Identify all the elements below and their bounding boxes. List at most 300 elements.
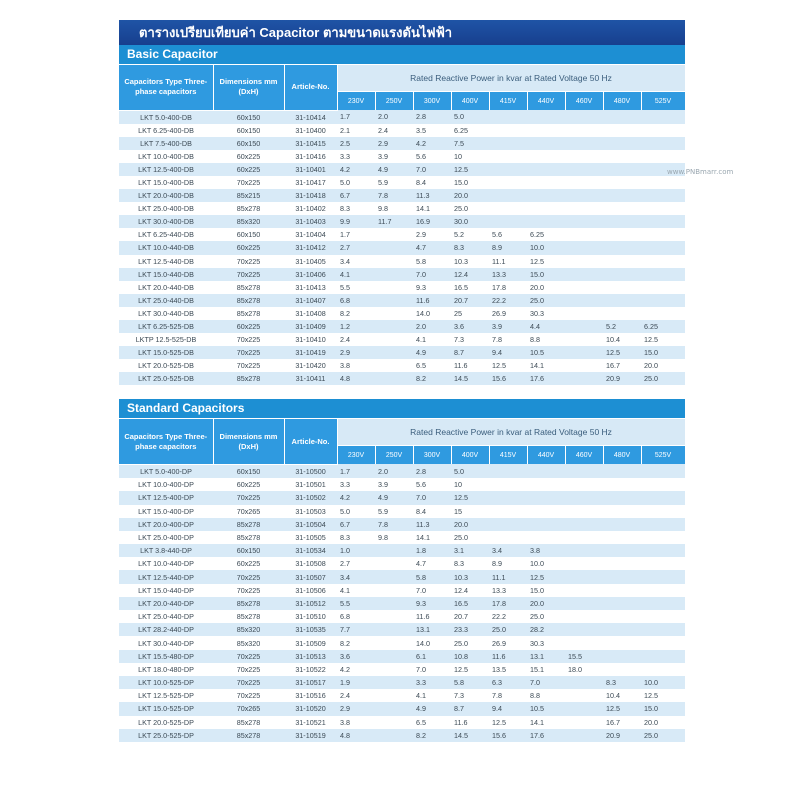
cell-kvar: 26.9 [489, 636, 527, 649]
cell-dimensions: 70x225 [213, 333, 284, 346]
cell-article: 31-10520 [284, 702, 337, 715]
cell-dimensions: 85x320 [213, 636, 284, 649]
cell-kvar: 12.5 [603, 346, 641, 359]
cell-article: 31-10413 [284, 281, 337, 294]
cell-kvar: 7.7 [337, 623, 375, 636]
cell-kvar [603, 281, 641, 294]
cell-kvar [375, 610, 413, 623]
standard-section-title: Standard Capacitors [119, 399, 685, 419]
cell-kvar [375, 333, 413, 346]
cell-kvar: 5.0 [451, 110, 489, 124]
cell-kvar: 13.3 [489, 584, 527, 597]
cell-kvar: 4.8 [337, 729, 375, 742]
table-row [119, 333, 685, 346]
table-row [119, 729, 685, 742]
cell-kvar: 5.0 [337, 505, 375, 518]
cell-kvar [489, 176, 527, 189]
cell-kvar [603, 636, 641, 649]
cell-kvar: 7.3 [451, 333, 489, 346]
header-voltage: 460V [565, 446, 603, 465]
cell-kvar [565, 491, 603, 504]
cell-kvar [603, 531, 641, 544]
cell-dimensions: 60x150 [213, 228, 284, 241]
cell-type: LKT 12.5-440-DB [119, 255, 213, 268]
cell-kvar [565, 729, 603, 742]
cell-kvar [641, 307, 685, 320]
cell-kvar: 5.5 [337, 281, 375, 294]
cell-kvar: 15.5 [565, 650, 603, 663]
cell-kvar [565, 597, 603, 610]
table-row [119, 518, 685, 531]
cell-kvar [375, 557, 413, 570]
cell-kvar [565, 346, 603, 359]
cell-kvar [375, 544, 413, 557]
cell-kvar: 3.4 [489, 544, 527, 557]
cell-type: LKT 12.5-400-DB [119, 163, 213, 176]
header-voltage: 415V [489, 92, 527, 111]
cell-kvar: 22.2 [489, 610, 527, 623]
cell-type: LKT 7.5-400-DB [119, 137, 213, 150]
cell-kvar: 12.5 [641, 689, 685, 702]
cell-kvar [375, 663, 413, 676]
cell-type: LKT 20.0-525-DP [119, 716, 213, 729]
cell-dimensions: 85x278 [213, 610, 284, 623]
cell-kvar: 2.9 [375, 137, 413, 150]
cell-kvar [565, 255, 603, 268]
cell-kvar: 12.5 [489, 359, 527, 372]
cell-kvar [375, 729, 413, 742]
table-row [119, 464, 685, 478]
cell-kvar: 15.0 [527, 268, 565, 281]
cell-kvar [527, 531, 565, 544]
cell-kvar [565, 150, 603, 163]
header-type: Capacitors Type Three-phase capacitors [119, 65, 213, 110]
table-row [119, 163, 685, 176]
cell-kvar: 10.0 [527, 557, 565, 570]
cell-kvar: 5.6 [489, 228, 527, 241]
cell-kvar [527, 176, 565, 189]
cell-kvar [603, 294, 641, 307]
cell-kvar: 17.6 [527, 372, 565, 385]
cell-kvar [527, 518, 565, 531]
cell-kvar: 22.2 [489, 294, 527, 307]
cell-kvar [603, 505, 641, 518]
cell-kvar: 20.0 [641, 359, 685, 372]
cell-type: LKT 15.0-440-DB [119, 268, 213, 281]
cell-kvar [375, 636, 413, 649]
cell-dimensions: 70x225 [213, 650, 284, 663]
cell-kvar [603, 215, 641, 228]
cell-kvar [641, 557, 685, 570]
cell-article: 31-10418 [284, 189, 337, 202]
cell-kvar: 7.0 [413, 584, 451, 597]
table-row [119, 255, 685, 268]
cell-kvar: 4.7 [413, 241, 451, 254]
cell-kvar: 3.5 [413, 124, 451, 137]
cell-kvar: 25.0 [451, 636, 489, 649]
cell-kvar [603, 623, 641, 636]
cell-kvar: 20.0 [527, 281, 565, 294]
cell-kvar: 8.8 [527, 689, 565, 702]
cell-kvar: 5.0 [451, 464, 489, 478]
cell-kvar [489, 531, 527, 544]
cell-type: LKT 25.0-525-DB [119, 372, 213, 385]
cell-type: LKT 10.0-400-DB [119, 150, 213, 163]
cell-kvar: 25 [451, 307, 489, 320]
comparison-document [119, 20, 734, 742]
table-row [119, 716, 685, 729]
cell-kvar: 25.0 [527, 610, 565, 623]
cell-kvar: 20.7 [451, 610, 489, 623]
cell-kvar: 16.5 [451, 281, 489, 294]
cell-kvar [603, 137, 641, 150]
cell-kvar: 16.9 [413, 215, 451, 228]
cell-kvar: 20.0 [641, 716, 685, 729]
cell-kvar [603, 150, 641, 163]
cell-kvar: 10.3 [451, 570, 489, 583]
header-rated-power: Rated Reactive Power in kvar at Rated Voltage 50 Hz [337, 65, 685, 92]
cell-kvar: 9.4 [489, 346, 527, 359]
cell-kvar: 7.0 [413, 491, 451, 504]
cell-kvar: 6.5 [413, 359, 451, 372]
cell-kvar: 4.9 [413, 346, 451, 359]
cell-kvar: 2.0 [375, 464, 413, 478]
cell-type: LKT 25.0-525-DP [119, 729, 213, 742]
cell-article: 31-10404 [284, 228, 337, 241]
cell-article: 31-10419 [284, 346, 337, 359]
cell-article: 31-10410 [284, 333, 337, 346]
cell-article: 31-10408 [284, 307, 337, 320]
cell-kvar [603, 597, 641, 610]
cell-kvar: 9.8 [375, 531, 413, 544]
cell-kvar: 15.1 [527, 663, 565, 676]
table-row [119, 531, 685, 544]
cell-kvar: 12.5 [451, 163, 489, 176]
table-row [119, 636, 685, 649]
cell-kvar [489, 189, 527, 202]
table-row [119, 676, 685, 689]
cell-type: LKT 10.0-440-DP [119, 557, 213, 570]
cell-kvar: 23.3 [451, 623, 489, 636]
table-row [119, 110, 685, 124]
cell-kvar: 11.3 [413, 518, 451, 531]
cell-kvar: 11.3 [413, 189, 451, 202]
cell-kvar: 1.9 [337, 676, 375, 689]
cell-dimensions: 85x320 [213, 623, 284, 636]
cell-article: 31-10420 [284, 359, 337, 372]
cell-kvar: 11.6 [413, 294, 451, 307]
cell-kvar [375, 597, 413, 610]
cell-kvar: 11.6 [413, 610, 451, 623]
cell-kvar: 15.0 [641, 346, 685, 359]
cell-type: LKT 5.0-400-DB [119, 110, 213, 124]
cell-kvar: 10 [451, 478, 489, 491]
cell-kvar: 11.6 [451, 359, 489, 372]
cell-article: 31-10503 [284, 505, 337, 518]
cell-dimensions: 70x225 [213, 676, 284, 689]
cell-kvar [527, 491, 565, 504]
cell-kvar: 13.3 [489, 268, 527, 281]
cell-article: 31-10507 [284, 570, 337, 583]
cell-type: LKT 6.25-525-DB [119, 320, 213, 333]
cell-article: 31-10510 [284, 610, 337, 623]
cell-article: 31-10406 [284, 268, 337, 281]
cell-kvar [527, 124, 565, 137]
cell-kvar: 25.0 [641, 729, 685, 742]
cell-kvar [489, 518, 527, 531]
cell-kvar [565, 281, 603, 294]
table-row [119, 557, 685, 570]
cell-kvar: 8.3 [451, 557, 489, 570]
cell-article: 31-10512 [284, 597, 337, 610]
cell-kvar: 9.3 [413, 281, 451, 294]
cell-kvar: 12.5 [641, 333, 685, 346]
table-row [119, 268, 685, 281]
cell-kvar: 12.5 [451, 491, 489, 504]
cell-kvar: 1.8 [413, 544, 451, 557]
cell-type: LKT 15.5-480-DP [119, 650, 213, 663]
cell-kvar: 14.5 [451, 729, 489, 742]
cell-kvar: 17.8 [489, 281, 527, 294]
cell-kvar [641, 505, 685, 518]
cell-article: 31-10505 [284, 531, 337, 544]
table-row [119, 584, 685, 597]
cell-kvar [489, 124, 527, 137]
cell-kvar [641, 255, 685, 268]
cell-kvar [375, 570, 413, 583]
header-voltage: 525V [641, 92, 685, 111]
cell-dimensions: 85x278 [213, 281, 284, 294]
cell-kvar: 4.2 [337, 163, 375, 176]
cell-kvar [489, 137, 527, 150]
cell-dimensions: 85x278 [213, 518, 284, 531]
cell-article: 31-10409 [284, 320, 337, 333]
cell-kvar: 6.7 [337, 189, 375, 202]
cell-kvar [565, 124, 603, 137]
cell-kvar: 10.4 [603, 689, 641, 702]
basic-section-title: Basic Capacitor [119, 45, 685, 65]
cell-kvar: 5.8 [413, 255, 451, 268]
cell-kvar: 2.1 [337, 124, 375, 137]
cell-kvar: 2.8 [413, 464, 451, 478]
header-voltage: 440V [527, 446, 565, 465]
cell-article: 31-10516 [284, 689, 337, 702]
cell-kvar: 25.0 [451, 531, 489, 544]
cell-kvar: 20.0 [527, 597, 565, 610]
cell-kvar: 9.9 [337, 215, 375, 228]
cell-kvar: 1.7 [337, 464, 375, 478]
cell-article: 31-10412 [284, 241, 337, 254]
cell-type: LKT 25.0-440-DB [119, 294, 213, 307]
cell-kvar: 3.9 [489, 320, 527, 333]
cell-dimensions: 70x265 [213, 505, 284, 518]
cell-article: 31-10501 [284, 478, 337, 491]
cell-kvar: 5.9 [375, 505, 413, 518]
cell-kvar [489, 491, 527, 504]
table-row [119, 650, 685, 663]
cell-kvar: 20.9 [603, 372, 641, 385]
table-row [119, 505, 685, 518]
cell-kvar [527, 110, 565, 124]
table-row [119, 623, 685, 636]
header-article: Article-No. [284, 65, 337, 110]
cell-kvar: 4.9 [413, 702, 451, 715]
cell-article: 31-10535 [284, 623, 337, 636]
cell-kvar [565, 359, 603, 372]
table-row [119, 320, 685, 333]
standard-capacitor-table [119, 419, 686, 741]
basic-table-body [119, 110, 685, 385]
cell-article: 31-10521 [284, 716, 337, 729]
cell-kvar: 30.0 [451, 215, 489, 228]
cell-kvar [527, 150, 565, 163]
table-row [119, 176, 685, 189]
cell-kvar: 4.1 [337, 584, 375, 597]
cell-kvar: 3.8 [527, 544, 565, 557]
cell-article: 31-10414 [284, 110, 337, 124]
cell-kvar [603, 557, 641, 570]
header-voltage: 460V [565, 92, 603, 111]
cell-kvar: 3.6 [337, 650, 375, 663]
cell-kvar: 18.0 [565, 663, 603, 676]
cell-kvar: 2.4 [337, 333, 375, 346]
cell-kvar: 15.0 [451, 176, 489, 189]
cell-kvar: 8.3 [337, 531, 375, 544]
cell-kvar [641, 281, 685, 294]
cell-kvar [565, 610, 603, 623]
cell-kvar: 25.0 [489, 623, 527, 636]
cell-dimensions: 70x225 [213, 176, 284, 189]
cell-kvar [375, 676, 413, 689]
cell-dimensions: 60x150 [213, 137, 284, 150]
cell-kvar [603, 478, 641, 491]
cell-kvar: 2.7 [337, 557, 375, 570]
cell-kvar [641, 570, 685, 583]
cell-type: LKT 15.0-525-DP [119, 702, 213, 715]
cell-dimensions: 70x265 [213, 702, 284, 715]
cell-kvar: 4.2 [337, 663, 375, 676]
cell-kvar: 15.6 [489, 372, 527, 385]
cell-dimensions: 70x225 [213, 663, 284, 676]
cell-dimensions: 70x225 [213, 584, 284, 597]
table-row [119, 241, 685, 254]
header-voltage: 400V [451, 446, 489, 465]
cell-kvar [641, 294, 685, 307]
cell-kvar [489, 150, 527, 163]
cell-kvar: 8.3 [451, 241, 489, 254]
cell-kvar: 2.9 [337, 702, 375, 715]
cell-kvar: 3.6 [451, 320, 489, 333]
cell-kvar [603, 663, 641, 676]
cell-kvar: 6.25 [451, 124, 489, 137]
cell-kvar: 7.8 [375, 518, 413, 531]
cell-dimensions: 70x225 [213, 491, 284, 504]
cell-kvar [565, 716, 603, 729]
cell-kvar [527, 464, 565, 478]
cell-kvar [565, 623, 603, 636]
cell-kvar [603, 228, 641, 241]
cell-kvar [565, 570, 603, 583]
cell-dimensions: 85x278 [213, 294, 284, 307]
cell-kvar: 4.1 [413, 689, 451, 702]
cell-kvar: 8.2 [337, 307, 375, 320]
cell-dimensions: 85x278 [213, 202, 284, 215]
cell-kvar [565, 702, 603, 715]
cell-type: LKT 20.0-525-DB [119, 359, 213, 372]
cell-kvar: 20.7 [451, 294, 489, 307]
cell-kvar: 16.7 [603, 359, 641, 372]
table-row [119, 215, 685, 228]
cell-kvar [641, 110, 685, 124]
cell-dimensions: 60x150 [213, 464, 284, 478]
cell-kvar: 5.0 [337, 176, 375, 189]
cell-kvar [641, 544, 685, 557]
cell-kvar: 20.0 [451, 518, 489, 531]
cell-kvar [489, 163, 527, 176]
cell-kvar: 9.8 [375, 202, 413, 215]
cell-kvar: 3.4 [337, 570, 375, 583]
cell-kvar: 12.4 [451, 268, 489, 281]
cell-kvar: 14.1 [413, 202, 451, 215]
cell-kvar [603, 464, 641, 478]
cell-kvar [565, 333, 603, 346]
header-article: Article-No. [284, 419, 337, 464]
cell-kvar: 7.8 [489, 689, 527, 702]
cell-kvar [527, 202, 565, 215]
cell-kvar [565, 320, 603, 333]
cell-article: 31-10400 [284, 124, 337, 137]
cell-kvar [565, 584, 603, 597]
cell-kvar [565, 636, 603, 649]
cell-kvar [641, 597, 685, 610]
cell-kvar [565, 110, 603, 124]
cell-kvar [641, 518, 685, 531]
cell-kvar: 8.7 [451, 346, 489, 359]
cell-kvar: 28.2 [527, 623, 565, 636]
cell-type: LKT 6.25-400-DB [119, 124, 213, 137]
cell-kvar: 1.0 [337, 544, 375, 557]
cell-type: LKT 30.0-440-DP [119, 636, 213, 649]
cell-kvar: 9.4 [489, 702, 527, 715]
cell-dimensions: 60x225 [213, 478, 284, 491]
cell-dimensions: 70x225 [213, 359, 284, 372]
cell-kvar: 3.8 [337, 716, 375, 729]
cell-kvar: 8.4 [413, 176, 451, 189]
cell-kvar: 1.2 [337, 320, 375, 333]
cell-kvar [565, 137, 603, 150]
cell-dimensions: 60x225 [213, 241, 284, 254]
cell-kvar: 7.0 [527, 676, 565, 689]
cell-kvar: 8.3 [603, 676, 641, 689]
cell-kvar [565, 689, 603, 702]
cell-kvar [527, 189, 565, 202]
table-row [119, 610, 685, 623]
cell-kvar: 25.0 [527, 294, 565, 307]
cell-kvar: 10.5 [527, 346, 565, 359]
cell-kvar: 4.7 [413, 557, 451, 570]
table-row [119, 202, 685, 215]
cell-kvar [527, 163, 565, 176]
cell-kvar: 3.4 [337, 255, 375, 268]
cell-kvar: 10 [451, 150, 489, 163]
cell-article: 31-10508 [284, 557, 337, 570]
cell-type: LKT 30.0-400-DB [119, 215, 213, 228]
cell-kvar [375, 268, 413, 281]
cell-kvar: 11.1 [489, 570, 527, 583]
cell-kvar: 9.3 [413, 597, 451, 610]
cell-kvar [375, 346, 413, 359]
cell-type: LKT 6.25-440-DB [119, 228, 213, 241]
